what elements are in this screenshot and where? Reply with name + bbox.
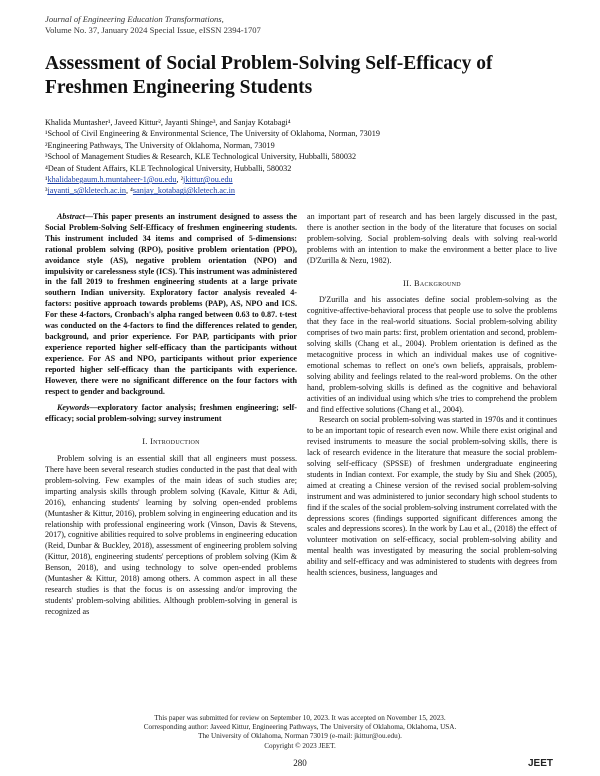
keywords-label: Keywords [57,403,90,413]
footnote [0,714,600,751]
corresponding-author: Corresponding author: Javeed Kittur, Engineering Pathways, The University of Oklahoma, Oklahoma, USA. [143,723,457,732]
introduction-paragraph: Problem solving is an essential skill that all engineers must possess. There have been several research studies conducted in the past that deal with problem-solving. Few examples of the main ideas of such studies are; imparting analysis skills through problem solving (Kavale, Kittur & Adi, 2016), enhancing students' learning by solving open-ended problems (Muntasher & Kittur, 2016), problem solving in engineering education and its relationship with professional engineering work (Vinson, Davis & Stevens, 2017), cognitive abilities required to solve problems in engineering education (Reid, Dunbar & Buckley, 2018), assessment of engineering problem solving (Kittur, 2018), engineering students' perceptions of problem solving (Kim & Benson, 2018), and using technology to solve open-ended problems (Muntasher & Kittur, 2018) among others. A common aspect in all these research studies is that the focus is on assessing and/or improving the students' problem-solving abilities. Although problem-solving in general is recognized as [45,454,297,616]
introduction-continued: an important part of research and has been largely discussed in the past, there is another section in the body of the literature that focuses on social problem-solving. Social problem-solving deals with solving real-world problems with an intention to make the environment a better place to live (D'Zurilla & Nezu, 1982). [307,212,557,265]
submission-note: This paper was submitted for review on September 10, 2023. It was accepted on November 15, 2023. [154,714,446,722]
email-line-2 [45,185,565,196]
paper-title: Assessment of Social Problem-Solving Self-Efficacy of Freshmen Engineering Students [45,53,493,98]
affiliation-4: ⁴Dean of Student Affairs, KLE Technological University, Hubballi, 580032 [45,163,292,173]
journal-header [45,14,261,36]
introduction-heading: I. Introduction [142,437,200,447]
background-paragraph-2: Research on social problem-solving was started in 1970s and it continues to be an important topic of research even now. While there exist original and revised instruments to measure the social problem-solving skills, there is lack of research evidence in the literature that measure the social problem-solving self-efficacy (SPSSE) of freshmen undergraduate engineering students in Indian context. For example, the study by Siu and Shek (2005), aimed at creating a Chinese version of the revised social problem-solving instrument and was administered to junior secondary high school students to find if the scales of the social problem-solving instrument correlated with the depressions scores (findings supported significant differences among the scales and depressions scores). In the work by Lau et al., (2018) the effect of volunteer motivation on self-efficacy, social problem-solving ability and mental health was investigated by measuring the social problem-solving ability and self-efficacy and was administered to students with degrees from health sciences, business, languages and [307,415,557,578]
affiliation-1: ¹School of Civil Engineering & Environmental Science, The University of Oklahoma, Norman, 73019 [45,129,380,139]
author-block [45,117,565,197]
email-link-3[interactable]: jayanti_s@kletech.ac.in [47,186,126,196]
abstract-text: —This paper presents an instrument designed to assess the Social Problem-Solving Self-Efficacy of freshmen engineering students. This instrument included 34 items and comprised of 5-dimensions: rational problem solving (RPO), positive problem orientation (PPO), avoidance style (AS), negative problem orientation (NPO) and impulsivity or carelessness style (ICS). This instrument was administered in the fall 2019 to freshmen engineering students at a large private southern Indian university. Exploratory factor analysis revealed 4-factors: positive approach towards problems (PAP), AS, NPO and ICS. For these 4-factors, Cronbach's alpha ranged between 0.63 to 0.87. t-test was conducted on the 4-factors to find the differences related to gender, background, and prior experience. For PAP, participants with prior experience reported higher self-efficacy than the participants without experience. For AS and NPO, participants without prior experience reported higher self-efficacy than the participants with experience. However, there were no significant difference on the four factors with respect to gender and background. [45,212,297,396]
journal-volume: Volume No. 37, January 2024 Special Issue, eISSN 2394-1707 [45,25,261,35]
copyright: Copyright © 2023 JEET. [264,741,336,750]
email-separator: , ² [176,175,184,185]
background-heading: II. Background [403,278,461,288]
email-separator: , ⁴ [125,186,133,196]
email-line-1 [45,174,565,185]
author-names: Khalida Muntasher¹, Javeed Kittur², Jayanti Shinge³, and Sanjay Kotabagi⁴ [45,118,291,127]
keywords [45,403,297,425]
email-link-4[interactable]: sanjay_kotabagi@kletech.ac.in [132,186,236,196]
email-marker: ¹ [45,175,48,185]
background-paragraph-1: D'Zurilla and his associates define social problem-solving as the cognitive-affective-behavioral process that people use to solve the problems that they face in the real-world situations. Social problem-solving ability comprises of two main parts: first, problem orientation and second, problem-solving skills (Chang et al., 2004). Problem orientation is defined as the metacognitive process in which an individual makes use of cognitive-emotional schemas to reflect on one's own beliefs, appraisals, problem-solving ability and feelings related to the real-word problems. On the other hand, problem-solving skills is defined as the cognitive and behavioral activities of an individual using which s/he tries to comprehend the problem and find effective solutions (Chang et al., 2004). [307,295,557,414]
abstract-label: Abstract [57,212,85,221]
left-column [45,212,297,618]
affiliation-2: ²Engineering Pathways, The University of Oklahoma, Norman, 73019 [45,140,275,150]
abstract [45,212,297,397]
affiliation-3: ³School of Management Studies & Research, KLE Technological University, Hubballi, 580032 [45,152,357,162]
journal-name: Journal of Engineering Education Transformations, [45,14,224,24]
logo-text: JEET [528,758,554,769]
email-marker: ³ [45,186,48,196]
right-column [307,212,557,579]
email-link-1[interactable]: khalidabegaum.h.muntaheer-1@ou.edu [47,175,177,185]
jeet-logo-icon [527,755,557,769]
page-number: 280 [293,758,307,768]
author-address: The University of Oklahoma, Norman 73019 (e-mail: jkittur@ou.edu). [198,732,402,741]
email-link-2[interactable]: jkittur@ou.edu [183,175,233,185]
keywords-text: —exploratory factor analysis; freshmen engineering; self-efficacy; social problem-solving; survey instrument [45,403,297,424]
